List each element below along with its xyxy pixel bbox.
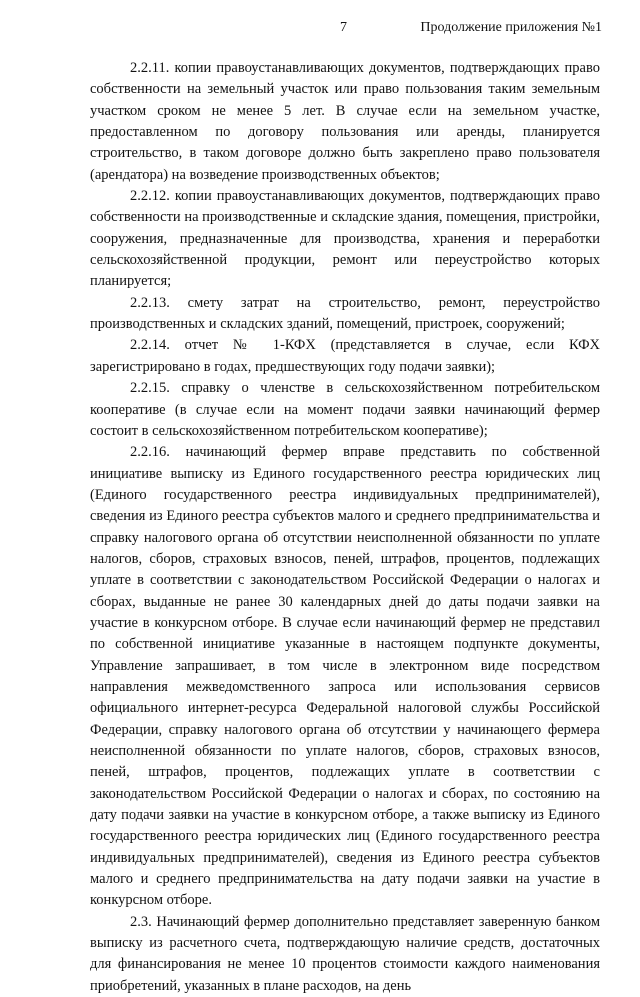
paragraph-2-2-14: 2.2.14. отчет № 1-КФХ (представляется в случае, если КФХ зарегистрировано в годах, предшествующих году подачи заявки); (90, 337, 600, 375)
paragraph-2-2-11: 2.2.11. копии правоустанавливающих документов, подтверждающих право собственности на земельный участок или право пользования таким земельным участком сроком не менее 5 лет. В случае если на земельном участке, предоставленном по договору пользования или аренды, планируется строительство, в таком договоре должно быть закреплено право пользователя (арендатора) на возведение производственных объектов; (90, 60, 600, 183)
paragraph-2-2-15: 2.2.15. справку о членстве в сельскохозяйственном потребительском кооперативе (в случае если на момент подачи заявки начинающий фермер состоит в сельскохозяйственном потребительском кооперативе); (90, 380, 600, 439)
paragraph-2-2-13: 2.2.13. смету затрат на строительство, ремонт, переустройство производственных и складских зданий, помещений, пристроек, сооружений; (90, 294, 600, 333)
paragraph-2-3: 2.3. Начинающий фермер дополнительно представляет заверенную банком выписку из расчетного счета, подтверждающую наличие средств, достаточных для финансирования не менее 10 процентов стоимости каждого наименования приобретений, указанных в плане расходов, на день (90, 913, 600, 994)
page-header (0, 20, 640, 42)
paragraph-2-2-16: 2.2.16. начинающий фермер вправе представить по собственной инициативе выписку из Единого государственного реестра юридических лиц (Единого государственного реестра индивидуальных предпринимателей), сведения из Единого реестра субъектов малого и среднего предпринимательства и справку налогового органа об отсутствии неисполненной обязанности по уплате налогов, сборов, страховых взносов, пеней, штрафов, процентов, подлежащих уплате в соответствии с законодательством Российской Федерации о налогах и сборах, выданные не ранее 30 календарных дней до даты подачи заявки на участие в конкурсном отборе. В случае если начинающий фермер не представил по собственной инициативе указанные в настоящем подпункте документы, Управление запрашивает, в том числе в электронном виде посредством направления межведомственного запроса или использования сервисов официального интернет-ресурса Федеральной налоговой службы Российской Федерации, справку налогового органа об отсутствии у начинающего фермера неисполненной обязанности по уплате налогов, сборов, страховых взносов, пеней, штрафов, процентов, подлежащих уплате в соответствии с законодательством Российской Федерации о налогах и сборах, по состоянию на дату подачи заявки на участие в конкурсном отборе, а также выписку из Единого государственного реестра юридических лиц (Единого государственного реестра индивидуальных предпринимателей), сведения из Единого реестра субъектов малого и среднего предпринимательства на дату подачи заявки на участие в конкурсном отборе. (90, 444, 600, 909)
appendix-continuation-note: Продолжение приложения №1 (420, 20, 602, 35)
page-number: 7 (340, 20, 347, 35)
document-body (90, 58, 600, 997)
paragraph-2-2-12: 2.2.12. копии правоустанавливающих документов, подтверждающих право собственности на производственные и складские здания, помещения, пристройки, сооружения, предназначенные для производства, хранения и переработки сельскохозяйственной продукции, ремонт или переустройство которых планируется; (90, 188, 600, 290)
